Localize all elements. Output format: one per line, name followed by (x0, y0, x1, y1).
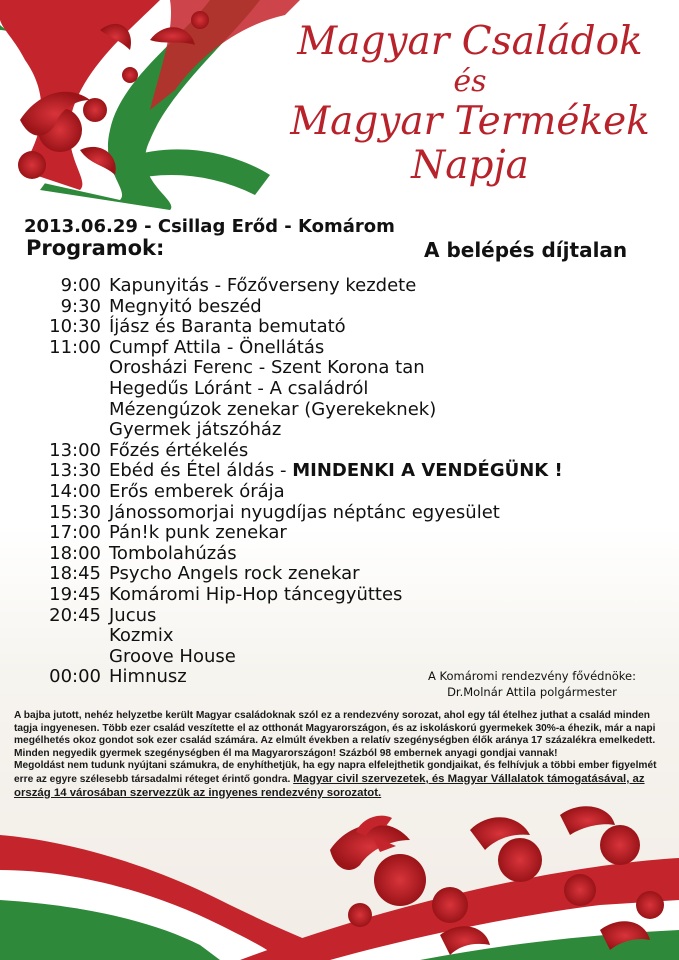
schedule-time: 10:30 (49, 316, 101, 338)
schedule-row (36, 297, 636, 318)
schedule-time: 19:45 (49, 583, 101, 605)
schedule-activity: Kozmix (109, 625, 174, 647)
schedule-time: 18:00 (49, 542, 101, 564)
schedule-activity: Groove House (109, 645, 236, 667)
free-entry-note: A belépés díjtalan (424, 238, 628, 262)
schedule-time: 13:30 (49, 460, 101, 482)
schedule-activity: Íjász és Baranta bemutató (109, 316, 346, 338)
schedule-activity: Pán!k punk zenekar (109, 522, 287, 544)
schedule-row (36, 461, 636, 482)
schedule-row (36, 441, 636, 462)
schedule-row (36, 482, 636, 503)
schedule-row (36, 276, 636, 297)
schedule-time (36, 358, 101, 379)
paragraph-highlight: Magyar civil szervezetek, és Magyar Vállalatok támogatásával, az ország 14 városában szervezzük az ingyenes rendezvény sorozatot. (14, 772, 645, 799)
schedule-activity: Mézengúzok zenekar (Gyerekeknek) (109, 398, 437, 420)
schedule-activity: Cumpf Attila - Önellátás (109, 336, 325, 358)
schedule-row (36, 523, 636, 544)
patron-note (404, 668, 660, 700)
schedule-activity: Jucus (109, 604, 157, 626)
paragraph-3 (14, 760, 669, 800)
programs-heading: Programok: (26, 236, 165, 260)
schedule-activity: Komáromi Hip-Hop táncegyüttes (109, 583, 403, 605)
page-title (270, 20, 670, 188)
schedule-row (36, 585, 636, 606)
schedule-activity: Erős emberek órája (109, 480, 285, 502)
schedule-row (36, 544, 636, 565)
schedule-time (36, 626, 101, 647)
schedule-time (36, 379, 101, 400)
schedule-row (36, 503, 636, 524)
schedule-time: 15:30 (49, 501, 101, 523)
paragraph-2: Minden negyedik gyermek szegénységben él ma Magyarországon! Százból 98 embernek anyagi gondjai vannak! (14, 747, 558, 759)
schedule-activity: Psycho Angels rock zenekar (109, 563, 360, 585)
schedule-time (36, 400, 101, 421)
schedule-activity: Kapunyitás - Főzőverseny kezdete (109, 275, 417, 296)
schedule-activity: Tombolahúzás (109, 542, 237, 564)
schedule-time: 11:00 (49, 336, 101, 358)
schedule-time: 9:00 (60, 275, 101, 296)
schedule-time: 18:45 (49, 563, 101, 585)
schedule-time: 14:00 (49, 480, 101, 502)
schedule-time: 20:45 (49, 604, 101, 626)
schedule-activity: Főzés értékelés (109, 439, 249, 461)
schedule-row (36, 420, 636, 441)
event-date-location: 2013.06.29 - Csillag Erőd - Komárom (24, 216, 395, 237)
schedule-row (36, 379, 636, 400)
title-line-4: Napja (411, 143, 529, 188)
description-paragraph (14, 710, 669, 800)
schedule-time (36, 647, 101, 668)
title-line-1: Magyar Családok (297, 19, 643, 64)
schedule-time: 00:00 (49, 666, 101, 688)
patron-line-2: Dr.Molnár Attila polgármester (447, 685, 617, 699)
patron-line-1: A Komáromi rendezvény fővédnöke: (427, 669, 636, 683)
schedule-activity: Orosházi Ferenc - Szent Korona tan (109, 357, 425, 379)
title-line-2: és (453, 64, 487, 99)
schedule-row (36, 606, 636, 627)
schedule-row (36, 400, 636, 421)
schedule-activity-text: Ebéd és Étel áldás - (109, 460, 293, 482)
program-schedule (36, 276, 636, 688)
schedule-time: 17:00 (49, 522, 101, 544)
schedule-activity (101, 461, 563, 482)
schedule-row (36, 338, 636, 359)
schedule-row (36, 358, 636, 379)
title-line-3: Magyar Termékek (290, 99, 650, 144)
schedule-activity: Megnyitó beszéd (109, 295, 262, 317)
schedule-activity: Hegedűs Lóránt - A családról (109, 377, 369, 399)
schedule-activity: Gyermek játszóház (109, 419, 282, 441)
schedule-row (36, 317, 636, 338)
schedule-emphasis: MINDENKI A VENDÉGÜNK ! (292, 460, 563, 482)
paragraph-3-text: Megoldást nem tudunk nyújtani számukra, de enyhíthetjük, ha egy napra elfelejthetik gondjaikat, és felhívjuk a többi ember figyelmét erre az egyre szélesebb társadalmi réteget érintő gondra. (14, 760, 657, 785)
schedule-time: 13:00 (49, 439, 101, 461)
schedule-time: 9:30 (60, 295, 101, 317)
schedule-row (36, 564, 636, 585)
schedule-row (36, 647, 636, 668)
schedule-activity: Himnusz (109, 666, 187, 688)
schedule-row (36, 626, 636, 647)
schedule-time (36, 420, 101, 441)
schedule-activity: Jánossomorjai nyugdíjas néptánc egyesület (109, 501, 500, 523)
paragraph-1: A bajba jutott, nehéz helyzetbe került Magyar családoknak szól ez a rendezvény sorozat, ahol egy tál ételhez juthat a család minden tagja ingyenesen. Több ezer család veszítette el az otthonát Magyarországon, és az iskoláskorú gyermekek 30%-a éhezik, már a napi megélhetés okoz gondot sok ezer család számára. Az elmúlt években a relatív szegénységben élők aránya 17 százalékra emelkedett. (14, 710, 656, 747)
